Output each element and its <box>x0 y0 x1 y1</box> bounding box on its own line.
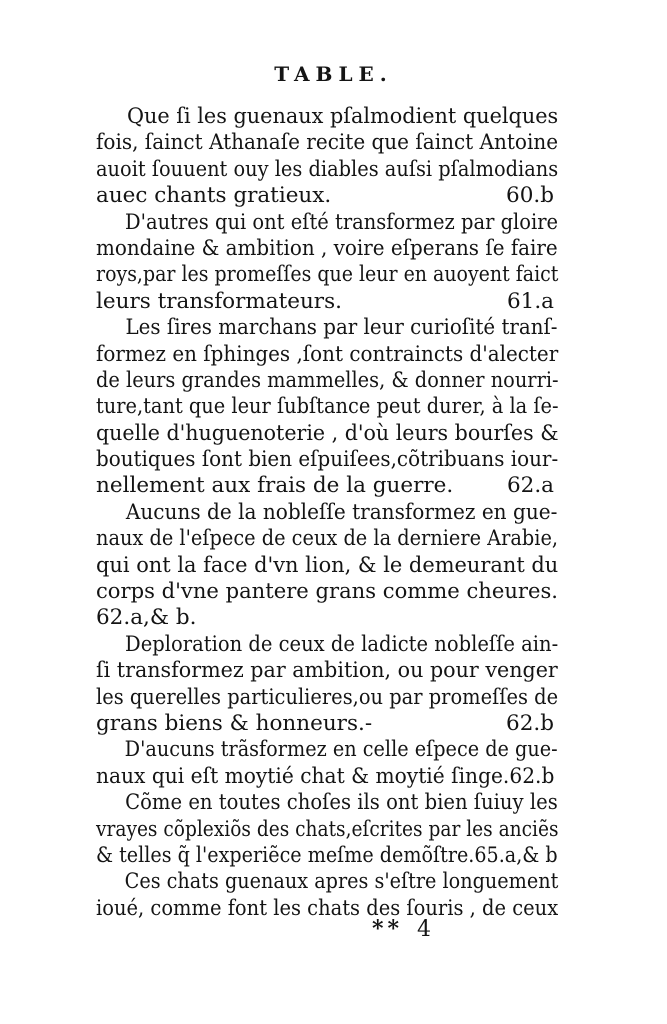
page-reference: 61.a <box>506 288 554 314</box>
entry-line: Deploration de ceux de ladicte nobleſſe ain- <box>125 631 559 657</box>
entry-line: corps d'vne pantere grans comme cheures. <box>96 579 559 605</box>
entry-last-line <box>96 289 558 315</box>
entry-line: de leurs grandes mammelles, & donner nourri- <box>96 367 559 393</box>
entry-text: naux qui eſt moytié chat & moytié ſinge. <box>96 763 510 789</box>
page-reference: 62.b <box>506 710 554 736</box>
entry-last-line <box>96 183 558 209</box>
entry-line: vrayes cõplexiõs des chats,eſcrites par les anciẽs <box>96 816 559 842</box>
entry-line: mondaine & ambition , voire eſperans ſe faire <box>96 235 558 261</box>
entry-line: ſi transformez par ambition, ou pour venger <box>96 658 558 684</box>
entry-text: grans biens & honneurs.- <box>96 710 373 736</box>
entry-line: naux de l'eſpece de ceux de la derniere Arabie, <box>96 526 559 552</box>
entry-line: D'autres qui ont eſté transformez par gloire <box>124 209 559 235</box>
entry-line: D'aucuns trãsformez en celle eſpece de gue- <box>124 737 558 763</box>
entry-line: ioué, comme font les chats des ſouris , de ceux <box>96 895 559 921</box>
entry-line: Les ſires marchans par leur curioſité tranſ- <box>125 315 558 341</box>
entry-line: Ces chats guenaux apres s'eſtre longuement <box>124 869 559 895</box>
entry-line: formez en ſphinges ,ſont contraincts d'alecter <box>96 341 559 367</box>
signature-mark <box>372 916 435 942</box>
entry-last-line: 62.a,& b. <box>96 605 197 631</box>
entry-line: Aucuns de la nobleſſe transformez en gue- <box>125 499 558 525</box>
entry-line: ture,tant que leur ſubſtance peut durer, à la ſe- <box>96 394 559 420</box>
entry-line: qui ont la face d'vn lion, & le demeurant du <box>96 552 559 578</box>
entry-last-line <box>96 763 555 790</box>
signature-number: 4 <box>417 917 436 942</box>
entry-text: auec chants gratieux. <box>96 183 332 209</box>
entry-text: leurs transformateurs. <box>96 288 342 314</box>
entry-line: Cõme en toutes choſes ils ont bien ſuiuy les <box>125 790 558 816</box>
signature-asterisks: ** <box>372 916 404 942</box>
entry-last-line: & telles q̃ l'experiẽce meſme demõſtre.65.a,& b <box>96 842 558 868</box>
entry-line: fois, ſainct Athanaſe recite que ſainct Antoine <box>96 130 559 156</box>
page-reference: 62.a <box>506 473 554 499</box>
entry-line: auoit ſouuent ouy les diables auſsi pſalmodians <box>96 156 559 182</box>
entry-last-line <box>96 473 558 499</box>
page-reference: 62.b <box>509 763 555 789</box>
index-text-block <box>96 104 558 922</box>
entry-line: les querelles particulieres,ou par promeſſes de <box>96 684 559 710</box>
page-reference: 60.b <box>506 183 554 209</box>
entry-line: boutiques ſont bien eſpuiſees,cõtribuans iour- <box>96 447 559 473</box>
entry-last-line <box>96 711 558 737</box>
running-head: TABLE. <box>274 62 393 86</box>
entry-line: quelle d'huguenoterie , d'où leurs bourſes & <box>96 420 559 446</box>
entry-line: roys,par les promeſſes que leur en auoyent faict <box>96 262 559 288</box>
entry-line: Que ſi les guenaux pſalmodient quelques <box>126 104 559 129</box>
entry-text: nellement aux frais de la guerre. <box>96 473 454 499</box>
